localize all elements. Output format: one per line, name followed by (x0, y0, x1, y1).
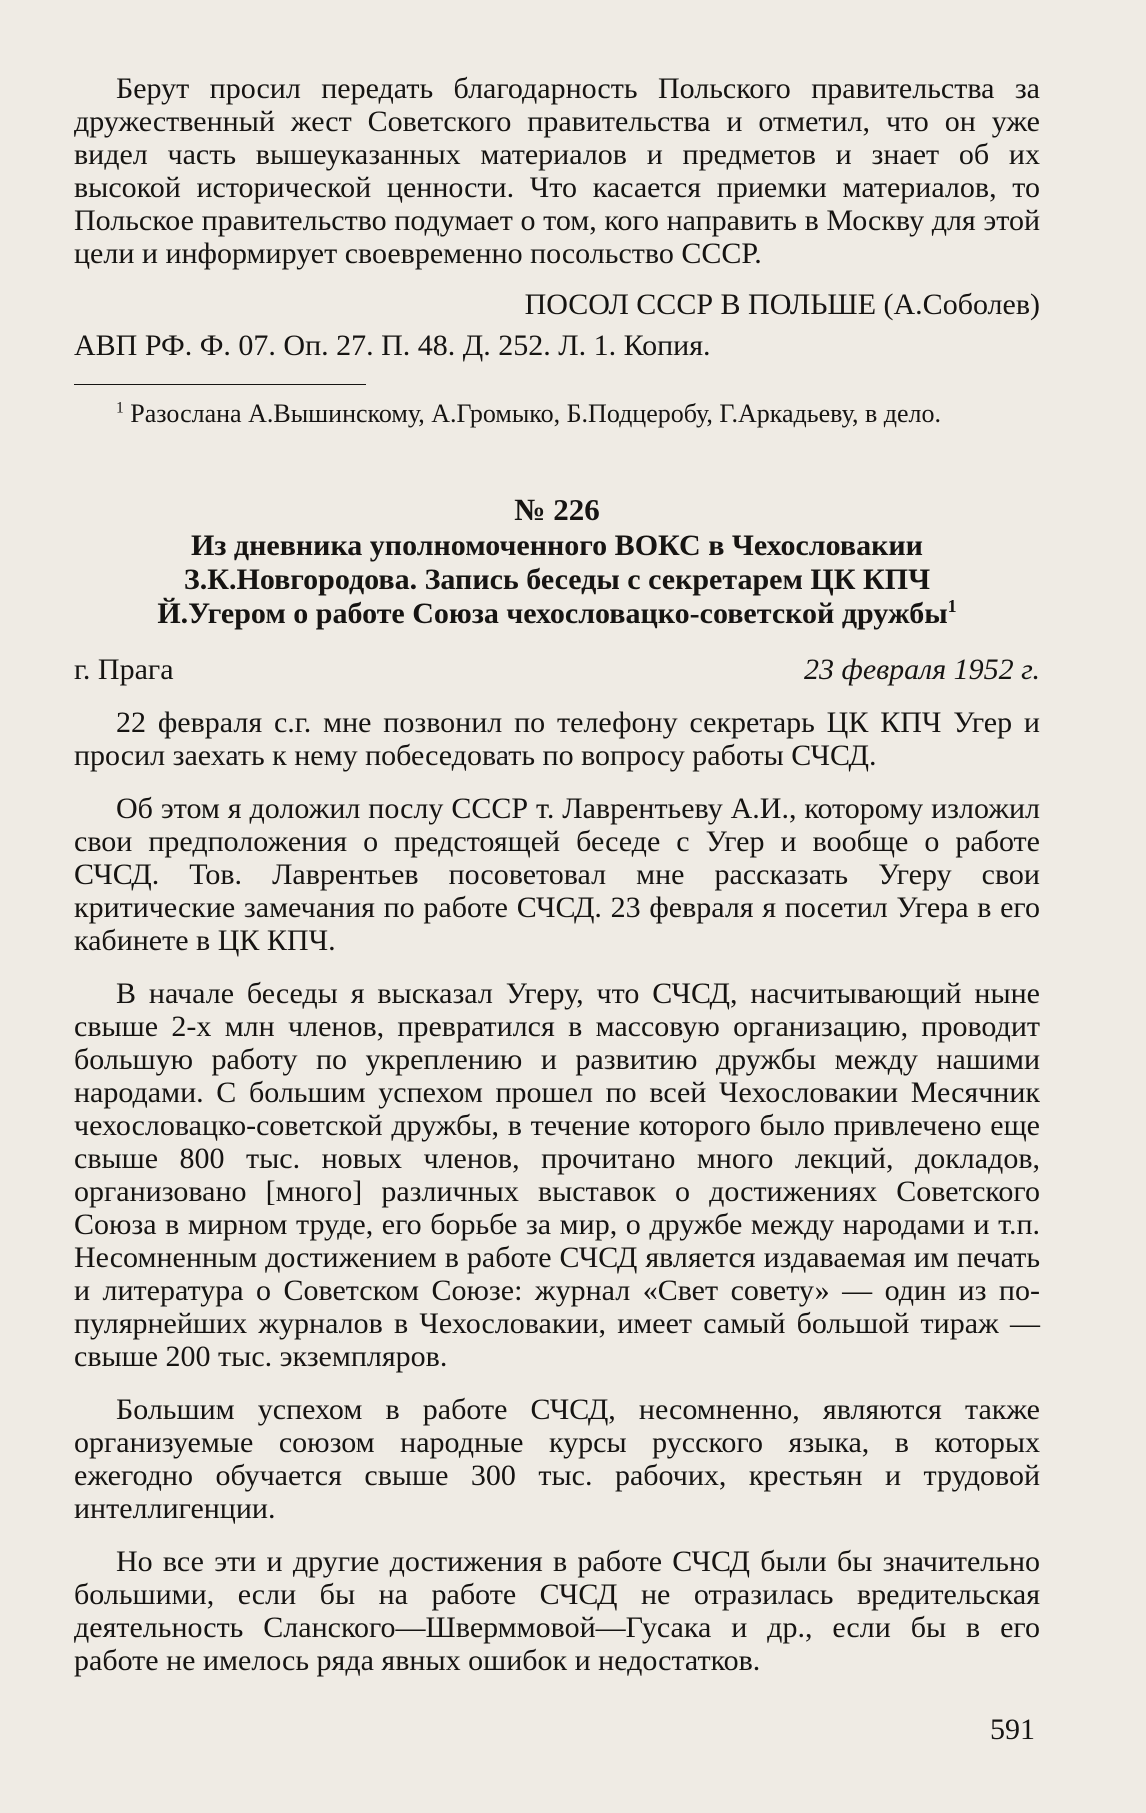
page-number: 591 (990, 1713, 1035, 1746)
body-paragraph-1: 22 февраля с.г. мне позвонил по телефону секретарь ЦК КПЧ Угер и просил заехать к нему побеседовать по вопросу работы СЧСД. (74, 706, 1040, 772)
title-footnote-mark: 1 (947, 596, 957, 616)
footnote (74, 399, 1040, 429)
document-title-line-2: З.К.Новгородова. Запись беседы с секретарем ЦК КПЧ (183, 563, 931, 596)
place-date-line (74, 653, 1040, 686)
document-title (74, 529, 1040, 631)
archive-reference: АВП РФ. Ф. 07. Оп. 27. П. 48. Д. 252. Л. 1. Копия. (74, 329, 711, 362)
body-paragraph-5: Но все эти и другие достижения в работе СЧСД были бы значительно большими, если бы на работе СЧСД не отразилась вредительская деятельность Сланского—Шверммовой—Гусака и др., если бы в его работе не имелось ряда явных ошибок и недостатков. (74, 1545, 1040, 1677)
document-title-line-3-text: Й.Угером о работе Союза чехословацко-советской дружбы (157, 597, 948, 630)
document-page (74, 72, 1040, 1677)
footnote-mark: 1 (116, 399, 124, 417)
date: 23 февраля 1952 г. (804, 653, 1040, 686)
document-title-line-1: Из дневника уполномоченного ВОКС в Чехословакии (191, 529, 923, 562)
document-title-line-3 (74, 597, 1040, 631)
body-paragraph-2: Об этом я доложил послу СССР т. Лаврентьеву А.И., которому изложил свои предположения о предстоящей беседе с Угер и вообще о работе СЧСД. Тов. Лаврентьев посоветовал мне рассказать Угеру свои критические замечания по работе СЧСД. 23 февраля я посетил Угера в его кабинете в ЦК КПЧ. (74, 792, 1040, 957)
signature: ПОСОЛ СССР В ПОЛЬШЕ (А.Соболев) (524, 288, 1040, 321)
footnote-divider (74, 384, 366, 385)
body-paragraph-3: В начале беседы я высказал Угеру, что СЧСД, насчитывающий ныне свыше 2-х млн членов, превратился в массовую организацию, проводит большую работу по укреплению и развитию дружбы между нашими народами. С большим успехом прошел по всей Чехословакии Месячник чехословацко-советской дружбы, в течение которого было привлечено еще свыше 800 тыс. новых членов, прочитано много лекций, докладов, организовано [много] различных выставок о достижениях Советского Союза в мирном труде, его борьбе за мир, о дружбе между народами и т.п. Несомненным достижением в работе СЧСД является издаваемая им печать и литература о Советском Союзе: журнал «Свет совету» — один из популярнейших журналов в Чехословакии, имеет самый большой тираж — свыше 200 тыс. экземпляров. (74, 977, 1040, 1373)
document-number: № 226 (514, 492, 600, 527)
footnote-text: Разослана А.Вышинскому, А.Громыко, Б.Подцеробу, Г.Аркадьеву, в дело. (130, 399, 941, 428)
body-paragraph-4: Большим успехом в работе СЧСД, несомненно, являются также организуемые союзом народные курсы русского языка, в которых ежегодно обучается свыше 300 тыс. рабочих, крестьян и трудовой интеллигенции. (74, 1393, 1040, 1525)
place: г. Прага (74, 653, 174, 686)
top-paragraph: Берут просил передать благодарность Польского правительства за дружественный жест Советского правительства и отметил, что он уже видел часть вышеуказанных материалов и предметов и знает об их высокой исторической ценности. Что касается приемки материалов, то Польское правительство подумает о том, кого направить в Москву для этой цели и информирует своевременно посольство СССР. (74, 72, 1040, 270)
